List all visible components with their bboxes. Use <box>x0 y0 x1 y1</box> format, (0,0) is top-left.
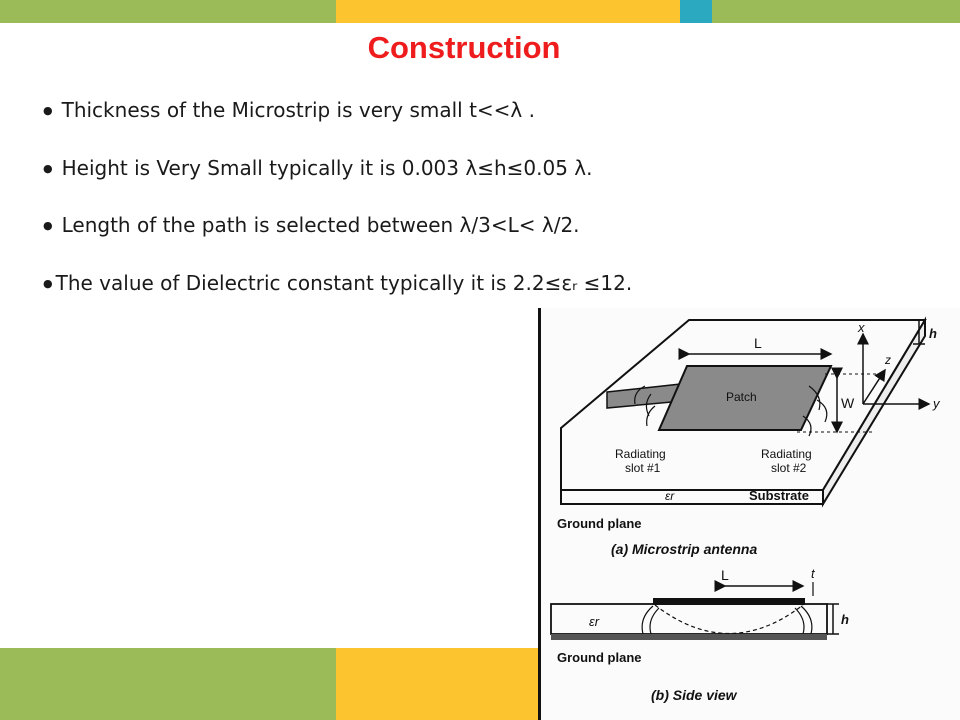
bullet-text: Length of the path is selected between λ/3<L< λ/2. <box>61 213 580 237</box>
slide-title: Construction <box>367 30 561 65</box>
bullet-text: Height is Very Small typically it is 0.003 λ≤h≤0.05 λ. <box>61 156 593 180</box>
patch-label: Patch <box>726 390 757 404</box>
bullet-dot: ● <box>43 277 53 290</box>
top-bar-teal <box>680 0 712 23</box>
side-ground-plane <box>551 634 827 640</box>
bottom-bar-yellow <box>336 648 538 720</box>
substrate-label: Substrate <box>749 488 809 503</box>
bullet-text: The value of Dielectric constant typically it is 2.2≤εᵣ ≤12. <box>55 271 633 295</box>
top-bar-yellow <box>336 0 680 23</box>
ground-plane-label: Ground plane <box>557 516 642 531</box>
side-patch <box>653 598 805 605</box>
axis-y-label: y <box>933 396 940 411</box>
bullet-height <box>43 156 592 180</box>
axis-z-label: z <box>885 353 891 367</box>
microstrip-diagram <box>541 308 960 720</box>
bullet-thickness <box>43 98 535 122</box>
bottom-bar-green <box>0 648 336 720</box>
side-height-label: h <box>841 612 849 627</box>
bullet-length <box>43 213 580 237</box>
width-label: W <box>841 395 855 411</box>
bullet-dot: ● <box>43 104 53 117</box>
side-epsilon-label: εr <box>589 614 600 629</box>
bullet-dot: ● <box>43 219 53 232</box>
length-label: L <box>754 335 762 351</box>
slot2-label-line2: slot #2 <box>771 461 807 475</box>
height-label: h <box>929 326 937 341</box>
side-length-label: L <box>721 567 729 583</box>
side-ground-plane-label: Ground plane <box>557 650 642 665</box>
slot1-label-line1: Radiating <box>615 447 666 461</box>
slot2-label-line1: Radiating <box>761 447 812 461</box>
epsilon-label: εr <box>665 489 675 503</box>
side-thickness-label: t <box>811 566 815 581</box>
caption-a: (a) Microstrip antenna <box>611 541 758 557</box>
top-bar-green-left <box>0 0 336 23</box>
axis-x-label: x <box>858 320 865 335</box>
slot1-label-line2: slot #1 <box>625 461 661 475</box>
microstrip-antenna-figure <box>538 308 960 720</box>
bullet-dielectric <box>43 271 632 295</box>
top-bar-green-right <box>712 0 960 23</box>
bullet-dot: ● <box>43 162 53 175</box>
caption-b: (b) Side view <box>651 687 737 703</box>
bullet-text: Thickness of the Microstrip is very small t<<λ . <box>61 98 535 122</box>
